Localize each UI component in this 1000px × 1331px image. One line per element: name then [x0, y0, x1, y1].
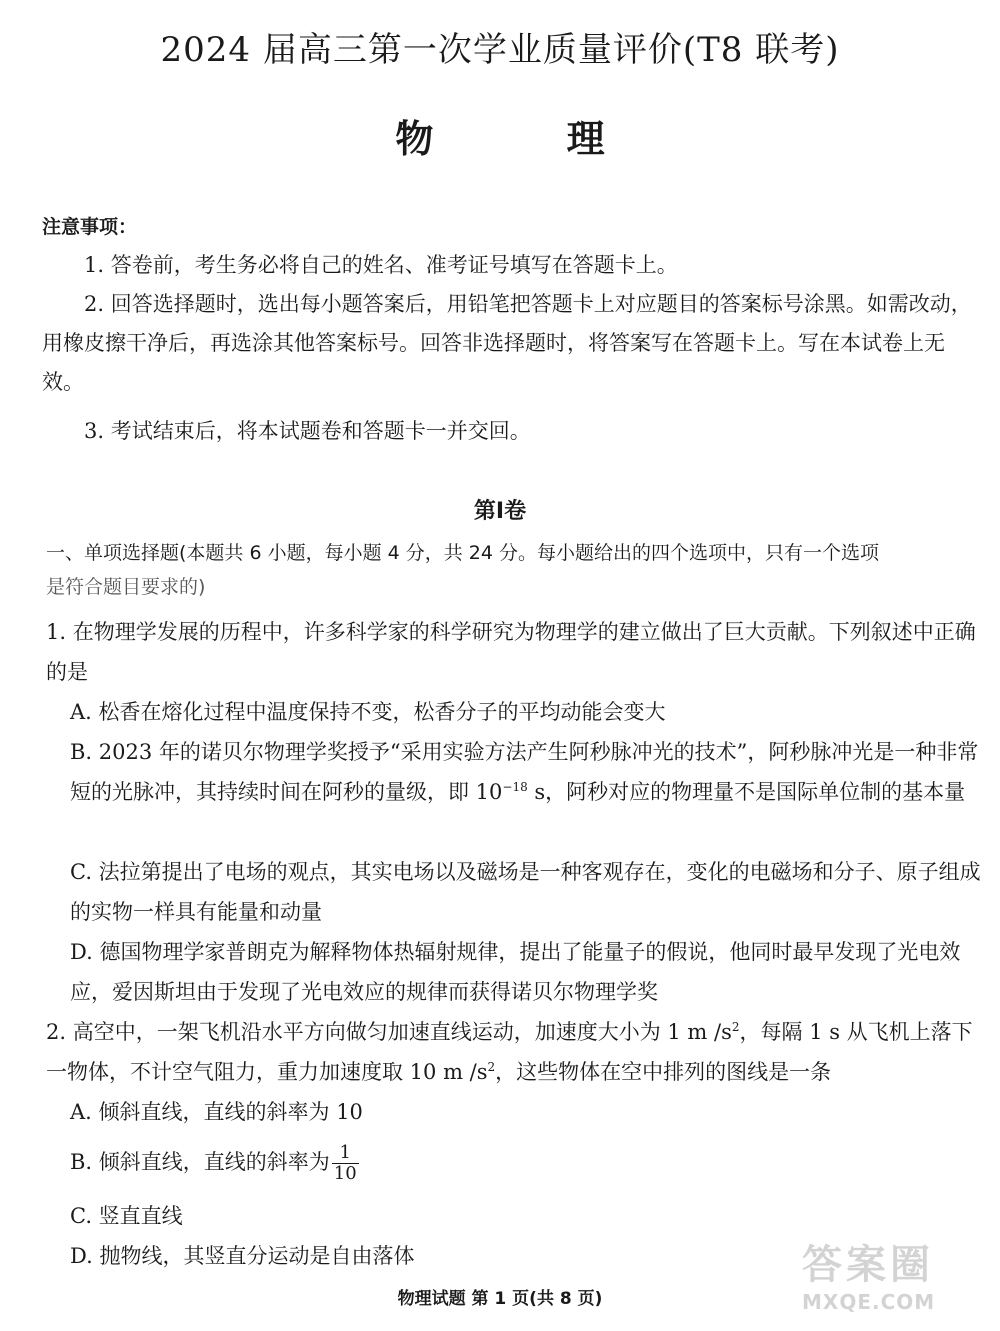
notice-item-1: 1. 答卷前，考生务必将自己的姓名、准考证号填写在答题卡上。 [84, 253, 678, 277]
page-footer: 物理试题 第 1 页(共 8 页) [397, 1289, 603, 1309]
fraction-numerator: 1 [332, 1143, 359, 1164]
fraction-denominator: 10 [333, 1163, 357, 1184]
instruction-cont: 是符合题目要求的) [46, 576, 206, 598]
q2-option-b-text: B. 倾斜直线，直线的斜率为 [70, 1150, 330, 1174]
fraction-one-tenth [332, 1143, 359, 1184]
question-1-option-b [70, 732, 982, 812]
option-b-text: B. 2023 年的诺贝尔物理学奖授予“采用实验方法产生阿秒脉冲光的技术”，阿秒脉冲光是一种非常短的光脉冲，其持续时间在阿秒的量级，即 10 [70, 740, 979, 804]
watermark [802, 1233, 972, 1323]
q2-exp-2: 2 [487, 1060, 496, 1074]
question-1-option-a: A. 松香在熔化过程中温度保持不变，松香分子的平均动能会变大 [70, 700, 666, 724]
question-1-option-c: C. 法拉第提出了电场的观点，其实电场以及磁场是一种客观存在，变化的电磁场和分子、原子组成的实物一样具有能量和动量 [70, 860, 981, 924]
question-2-option-b [70, 1142, 982, 1184]
watermark-url: MXQE.COM [802, 1290, 936, 1314]
question-2-option-d: D. 抛物线，其竖直分运动是自由落体 [70, 1244, 415, 1268]
section-instruction [46, 536, 976, 604]
option-b-text-cont: s，阿秒对应的物理量不是国际单位制的基本量 [527, 780, 966, 804]
q2-stem-c: ，这些物体在空中排列的图线是一条 [495, 1060, 832, 1084]
question-1-stem: 1. 在物理学发展的历程中，许多科学家的科学研究为物理学的建立做出了巨大贡献。下列叙述中正确的是 [46, 620, 976, 684]
question-1-option-d: D. 德国物理学家普朗克为解释物体热辐射规律，提出了能量子的假说，他同时最早发现了光电效应，爱因斯坦由于发现了光电效应的规律而获得诺贝尔物理学奖 [70, 940, 961, 1004]
notice-item-2: 2. 回答选择题时，选出每小题答案后，用铅笔把答题卡上对应题目的答案标号涂黑。如需改动，用橡皮擦干净后，再选涂其他答案标号。回答非选择题时，将答案写在答题卡上。写在本试卷上无效。 [42, 292, 972, 394]
option-b-exponent: −18 [502, 780, 528, 794]
question-2-option-a: A. 倾斜直线，直线的斜率为 10 [70, 1100, 363, 1124]
watermark-logo: 答案圈 [802, 1242, 934, 1288]
instruction-main: 一、单项选择题(本题共 6 小题，每小题 4 分，共 24 分。每小题给出的四个选项中，只有一个选项 [46, 542, 880, 564]
q2-exp-1: 2 [731, 1020, 740, 1034]
q2-stem-b: ，每隔 1 s 从飞机上落下一物体，不计空气阻力，重力加速度取 10 m /s [46, 1020, 973, 1084]
question-2-stem [46, 1012, 982, 1092]
subject-title: 物 理 [395, 117, 665, 161]
notice-heading: 注意事项： [42, 216, 138, 238]
question-2-option-c: C. 竖直直线 [70, 1204, 183, 1228]
section-heading: 第Ⅰ卷 [473, 499, 527, 524]
q2-stem-a: 2. 高空中，一架飞机沿水平方向做匀加速直线运动，加速度大小为 1 m /s [46, 1020, 732, 1044]
notice-item-3: 3. 考试结束后，将本试题卷和答题卡一并交回。 [84, 419, 531, 443]
exam-title: 2024 届高三第一次学业质量评价(T8 联考) [160, 30, 840, 70]
